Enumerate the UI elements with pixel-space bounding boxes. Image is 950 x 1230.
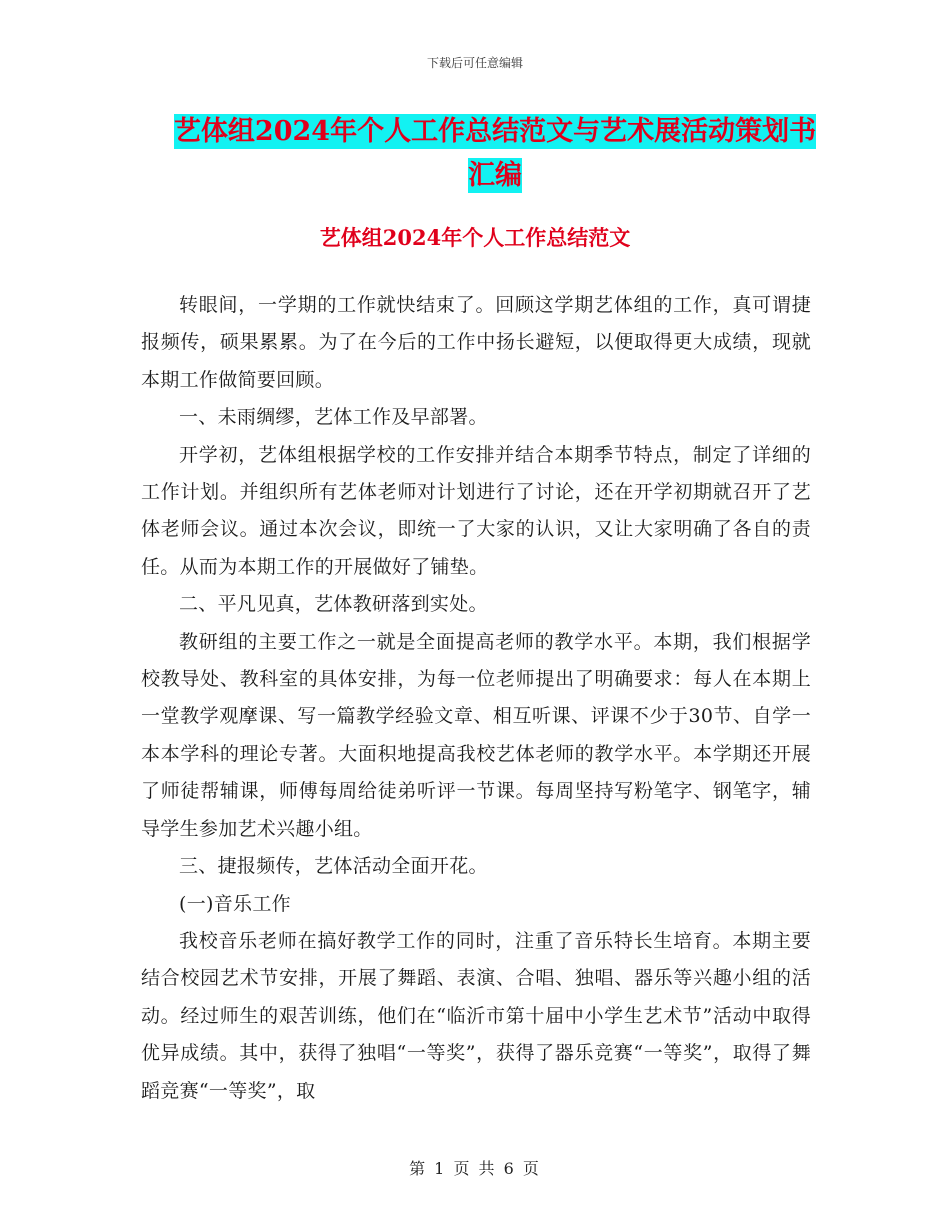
paragraph: 转眼间，一学期的工作就快结束了。回顾这学期艺体组的工作，真可谓捷报频传，硕果累累。为了在今后的工作中扬长避短，以便取得更大成绩，现就本期工作做简要回顾。 — [141, 294, 811, 391]
paragraph: (一)音乐工作 — [179, 892, 291, 915]
document-title-line-2: 汇编 — [468, 160, 522, 191]
document-title — [140, 110, 850, 198]
section-title: 艺体组2024年个人工作总结范文 — [319, 225, 631, 250]
page-number: 第 1 页 共 6 页 — [409, 1159, 541, 1178]
document-title-line-1: 艺体组2024年个人工作总结范文与艺术展活动策划书 — [173, 116, 817, 147]
paragraph: 我校音乐老师在搞好教学工作的同时，注重了音乐特长生培育。本期主要结合校园艺术节安排，开展了舞蹈、表演、合唱、独唱、器乐等兴趣小组的活动。经过师生的艰苦训练，他们在“临沂市第十届中小学生艺术节”活动中取得优异成绩。其中，获得了独唱“一等奖”，获得了器乐竞赛“一等奖”，取得了舞蹈竞赛“一等奖”，取 — [141, 929, 811, 1102]
paragraph: 一、未雨绸缪，艺体工作及早部署。 — [179, 406, 488, 429]
paragraph: 二、平凡见真，艺体教研落到实处。 — [179, 593, 488, 616]
paragraph: 开学初，艺体组根据学校的工作安排并结合本期季节特点，制定了详细的工作计划。并组织所有艺体老师对计划进行了讨论，还在开学初期就召开了艺体老师会议。通过本次会议，即统一了大家的认识，又让大家明确了各自的责任。从而为本期工作的开展做好了铺垫。 — [141, 443, 811, 578]
paragraph: 三、捷报频传，艺体活动全面开花。 — [179, 855, 488, 878]
page-header-note: 下载后可任意编辑 — [426, 56, 523, 70]
document-body — [141, 287, 811, 1110]
paragraph: 教研组的主要工作之一就是全面提高老师的教学水平。本期，我们根据学校教导处、教科室的具体安排，为每一位老师提出了明确要求：每人在本期上一堂教学观摩课、写一篇教学经验文章、相互听课、评课不少于30节、自学一本本学科的理论专著。大面积地提高我校艺体老师的教学水平。本学期还开展了师徒帮辅课，师傅每周给徒弟听评一节课。每周坚持写粉笔字、钢笔字，辅导学生参加艺术兴趣小组。 — [141, 630, 811, 840]
